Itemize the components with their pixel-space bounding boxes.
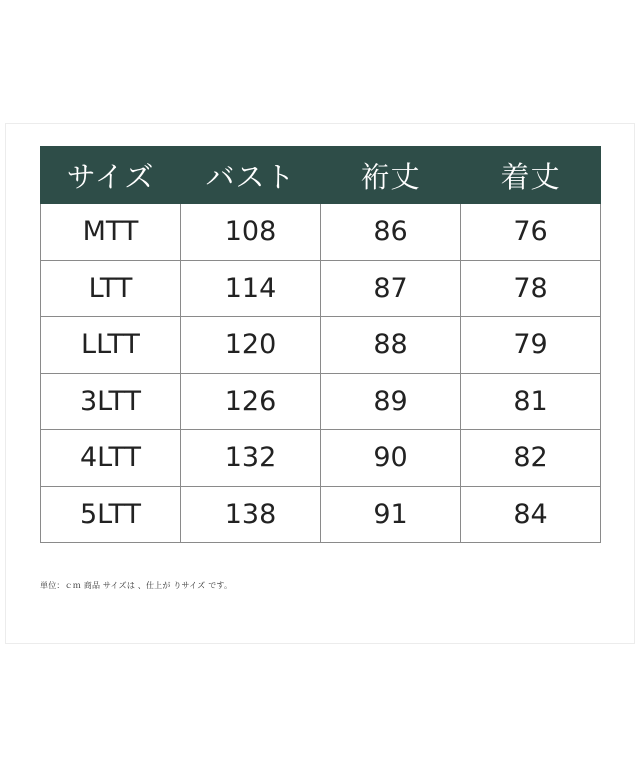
cell-bust: 138 [181,486,321,543]
header-sleeve-length: 裄丈 [321,147,461,204]
cell-size: LTT [41,260,181,317]
cell-bust: 132 [181,430,321,487]
cell-sleeve-length: 86 [321,204,461,261]
table-row [41,430,601,487]
cell-size: 3LTT [41,373,181,430]
cell-bust: 108 [181,204,321,261]
cell-size: MTT [41,204,181,261]
table-row [41,486,601,543]
cell-body-length: 76 [461,204,601,261]
cell-body-length: 84 [461,486,601,543]
unit-note: 単位：ｃｍ 商品 サイズは 、仕上が りサイズ です。 [40,581,233,590]
cell-size: LLTT [41,317,181,374]
size-table-body [41,204,601,543]
size-table-header [41,147,601,204]
table-row [41,260,601,317]
cell-sleeve-length: 90 [321,430,461,487]
cell-body-length: 79 [461,317,601,374]
cell-body-length: 82 [461,430,601,487]
size-table [40,146,601,543]
cell-bust: 126 [181,373,321,430]
cell-sleeve-length: 89 [321,373,461,430]
cell-size: 4LTT [41,430,181,487]
cell-body-length: 78 [461,260,601,317]
cell-sleeve-length: 91 [321,486,461,543]
table-row [41,317,601,374]
cell-size: 5LTT [41,486,181,543]
header-body-length: 着丈 [461,147,601,204]
cell-sleeve-length: 88 [321,317,461,374]
cell-bust: 114 [181,260,321,317]
cell-sleeve-length: 87 [321,260,461,317]
header-row [41,147,601,204]
table-row [41,373,601,430]
header-size: サイズ [41,147,181,204]
cell-body-length: 81 [461,373,601,430]
cell-bust: 120 [181,317,321,374]
table-row [41,204,601,261]
header-bust: バスト [181,147,321,204]
